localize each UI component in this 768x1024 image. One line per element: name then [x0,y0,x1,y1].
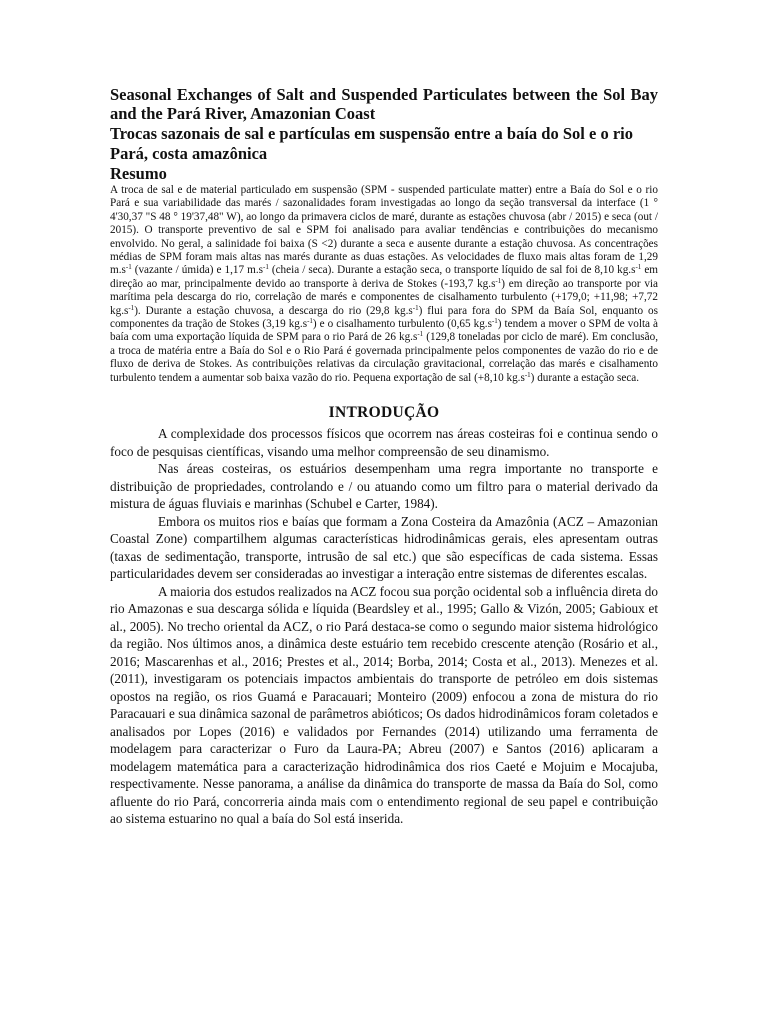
body-paragraph: Embora os muitos rios e baías que formam a Zona Costeira da Amazônia (ACZ – Amazonian Coastal Zone) compartilhem algumas características hidrodinâmicas gerais, eles apresentam outras (taxas de sedimentação, transporte, intrusão de sal etc.) que são específicas de cada sistema. Essas particularidades devem ser consideradas ao investigar a interação entre sistemas de diferentes escalas. [110,513,658,582]
paper-title-english: Seasonal Exchanges of Salt and Suspended Particulates between the Sol Bay and the Pará River, Amazonian Coast [110,85,658,123]
superscript: -1 [262,263,269,272]
superscript: -1 [635,263,642,272]
body-paragraph: A maioria dos estudos realizados na ACZ focou sua porção ocidental sob a influência direta do rio Amazonas e sua descarga sólida e líquida (Beardsley et al., 1995; Gallo & Vizón, 2005; Gabioux et al., 2005). No trecho oriental da ACZ, o rio Pará destaca-se como o segundo maior sistema hidrológico da região. Nos últimos anos, a dinâmica deste estuário tem recebido crescente atenção (Rosário et al., 2016; Mascarenhas et al., 2016; Prestes et al., 2014; Borba, 2014; Costa et al., 2013). Menezes et al. (2011), investigaram os potenciais impactos ambientais do transporte de petróleo em dois sistemas opostos na região, os rios Guamá e Paracauari; Monteiro (2009) enfocou a zona de mistura do rio Paracauari e sua dinâmica sazonal de parâmetros abióticos; Os dados hidrodinâmicos foram coletados e analisados por Lopes (2016) e validados por Fernandes (2014) utilizando uma ferramenta de modelagem para caracterizar o Furo da Laura-PA; Abreu (2007) e Santos (2016) aplicaram a modelagem matemática para a caracterização hidrodinâmica dos rios Caeté e Mojuim e Mocajuba, respectivamente. Nesse panorama, a análise da dinâmica do transporte de massa da Baía do Sol, como afluente do rio Pará, concorreria ainda mais com o entendimento regional de seu papel e contribuição ao sistema estuarino no qual a baía do Sol está inserida. [110,583,658,827]
abstract-segment: ). Durante a estação chuvosa, a descarga do rio (29,8 kg.s [134,304,413,317]
abstract-segment: A troca de sal e de material particulado em suspensão (SPM - suspended particulate matter) entre a Baía do Sol e o rio Pará e sua variabilidade das marés / sazonalidades foram investigadas ao longo da seção transversal da interface (1 ° 4'30,37 "S 48 ° 19'37,48" W), ao longo da primavera ciclos de maré, durante as estações chuvosa (abr / 2015) e seca (out / 2015). O transporte preventivo de sal e SPM foi analisado para avaliar tendências e contribuições do mecanismo envolvido. No geral, a salinidade foi baixa (S <2) durante a seca e ausente durante a estação chuvosa. As concentrações médias de SPM foram mais altas nas marés durante as duas estações. As velocidades de fluxo mais altas foram de 1,29 m.s [110,184,658,277]
abstract-segment: (vazante / úmida) e 1,17 m.s [131,264,263,277]
abstract-segment: ) durante a estação seca. [530,371,640,384]
superscript: -1 [491,317,498,326]
section-heading-introduction: INTRODUÇÃO [328,404,440,422]
superscript: -1 [307,317,313,326]
abstract-heading: Resumo [110,164,167,183]
abstract-segment: ) em direção ao transporte por via marítima pela descarga do rio, correlação de marés e componentes de cisalhamento turbulento (+179,0; +11,98; +7,72 kg.s [110,277,658,317]
superscript: -1 [412,303,419,312]
abstract-segment: (129,8 toneladas por ciclo de maré). Em conclusão, a troca de matéria entre a Baía do Sol e o Rio Pará é governada principalmente pelos componentes de vazão do rio e de fluxo de deriva de Stokes. As contribuições relativas da circulação gravitacional, correlação das marés e cisalhamento turbulento tendem a aumentar sob baixa vazão do rio. Pequena exportação de sal (+8,10 kg.s [110,331,658,384]
body-paragraph: A complexidade dos processos físicos que ocorrem nas áreas costeiras foi e continua sendo o foco de pesquisas científicas, visando uma melhor compreensão de seu dinamismo. [110,426,658,459]
superscript: -1 [128,303,135,312]
superscript: -1 [524,370,531,379]
paper-title-portuguese: Trocas sazonais de sal e partículas em suspensão entre a baía do Sol e o rio Pará, costa amazônica [110,124,633,163]
abstract-segment: (cheia / seca). Durante a estação seca, o transporte líquido de sal foi de 8,10 kg.s [268,264,636,277]
abstract-segment: em direção ao mar, principalmente devido ao transporte à deriva de Stokes (-193,7 kg.s [110,264,658,290]
abstract-segment: ) e o cisalhamento turbulento (0,65 kg.s [312,318,492,331]
abstract-segment: ) flui para fora do SPM da Baía Sol, enquanto os componentes da tração de Stokes (3,19 kg.s [110,304,659,331]
body-paragraph: Nas áreas costeiras, os estuários desempenham uma regra importante no transporte e distribuição de propriedades, controlando e / ou atuando como um filtro para o material derivado da mistura de águas fluviais e marinhas (Schubel e Carter, 1984). [110,461,658,512]
abstract-segment: ) tendem a mover o SPM de volta à baía com uma exportação líquida de SPM para o rio Pará de 26 kg.s [110,318,659,344]
abstract-text [110,184,658,385]
superscript: -1 [417,330,424,339]
superscript: -1 [495,276,502,285]
superscript: -1 [125,263,132,272]
